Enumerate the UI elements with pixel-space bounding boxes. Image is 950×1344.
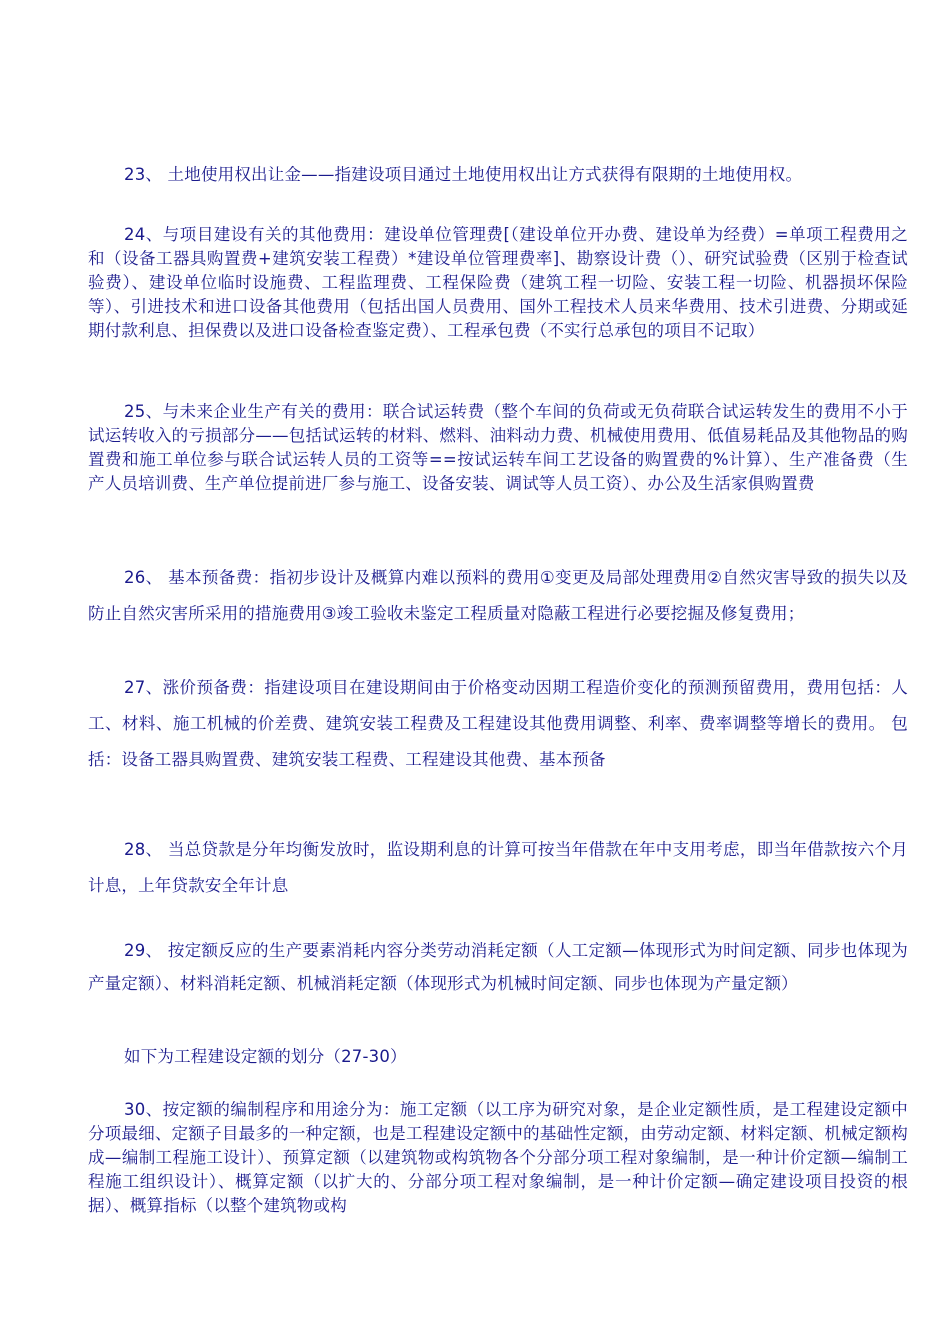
- paragraph-29: 29、 按定额反应的生产要素消耗内容分类劳动消耗定额（人工定额—体现形式为时间定额、同步也体现为产量定额）、材料消耗定额、机械消耗定额（体现形式为机械时间定额、同步也体现为产量定额）: [88, 941, 908, 993]
- paragraph-23: 23、 土地使用权出让金——指建设项目通过土地使用权出让方式获得有限期的土地使用权。: [124, 165, 803, 184]
- note-quota-division: 如下为工程建设定额的划分（27-30）: [124, 1047, 407, 1066]
- paragraph-24: 24、与项目建设有关的其他费用：建设单位管理费[（建设单位开办费、建设单为经费）=单项工程费用之和（设备工器具购置费+建筑安装工程费）*建设单位管理费率]、勘察设计费（）、研究试验费（区别于检查试验费）、建设单位临时设施费、工程监理费、工程保险费（建筑工程一切险、安装工程一切险、机器损坏保险等）、引进技术和进口设备其他费用（包括出国人员费用、国外工程技术人员来华费用、技术引进费、分期或延期付款利息、担保费以及进口设备检查鉴定费）、工程承包费（不实行总承包的项目不记取）: [88, 225, 908, 340]
- paragraph-27: 27、涨价预备费：指建设项目在建设期间由于价格变动因期工程造价变化的预测预留费用，费用包括：人工、材料、施工机械的价差费、建筑安装工程费及工程建设其他费用调整、利率、费率调整等增长的费用。 包括：设备工器具购置费、建筑安装工程费、工程建设其他费、基本预备: [88, 678, 908, 769]
- paragraph-25: 25、与未来企业生产有关的费用：联合试运转费（整个车间的负荷或无负荷联合试运转发生的费用不小于试运转收入的亏损部分——包括试运转的材料、燃料、油料动力费、机械使用费用、低值易耗品及其他物品的购置费和施工单位参与联合试运转人员的工资等==按试运转车间工艺设备的购置费的%计算）、生产准备费（生产人员培训费、生产单位提前进厂参与施工、设备安装、调试等人员工资）、办公及生活家俱购置费: [88, 402, 908, 493]
- paragraph-26: 26、 基本预备费：指初步设计及概算内难以预料的费用①变更及局部处理费用②自然灾害导致的损失以及防止自然灾害所采用的措施费用③竣工验收未鉴定工程质量对隐蔽工程进行必要挖掘及修复费用；: [88, 568, 908, 623]
- paragraph-28: 28、 当总贷款是分年均衡发放时，监设期利息的计算可按当年借款在年中支用考虑，即当年借款按六个月计息，上年贷款安全年计息: [88, 840, 908, 895]
- paragraph-30: 30、按定额的编制程序和用途分为：施工定额（以工序为研究对象，是企业定额性质，是工程建设定额中分项最细、定额子目最多的一种定额，也是工程建设定额中的基础性定额，由劳动定额、材料定额、机械定额构成—编制工程施工设计）、预算定额（以建筑物或构筑物各个分部分项工程对象编制，是一种计价定额—编制工程施工组织设计）、概算定额（以扩大的、分部分项工程对象编制，是一种计价定额—确定建设项目投资的根据）、概算指标（以整个建筑物或构: [88, 1100, 908, 1215]
